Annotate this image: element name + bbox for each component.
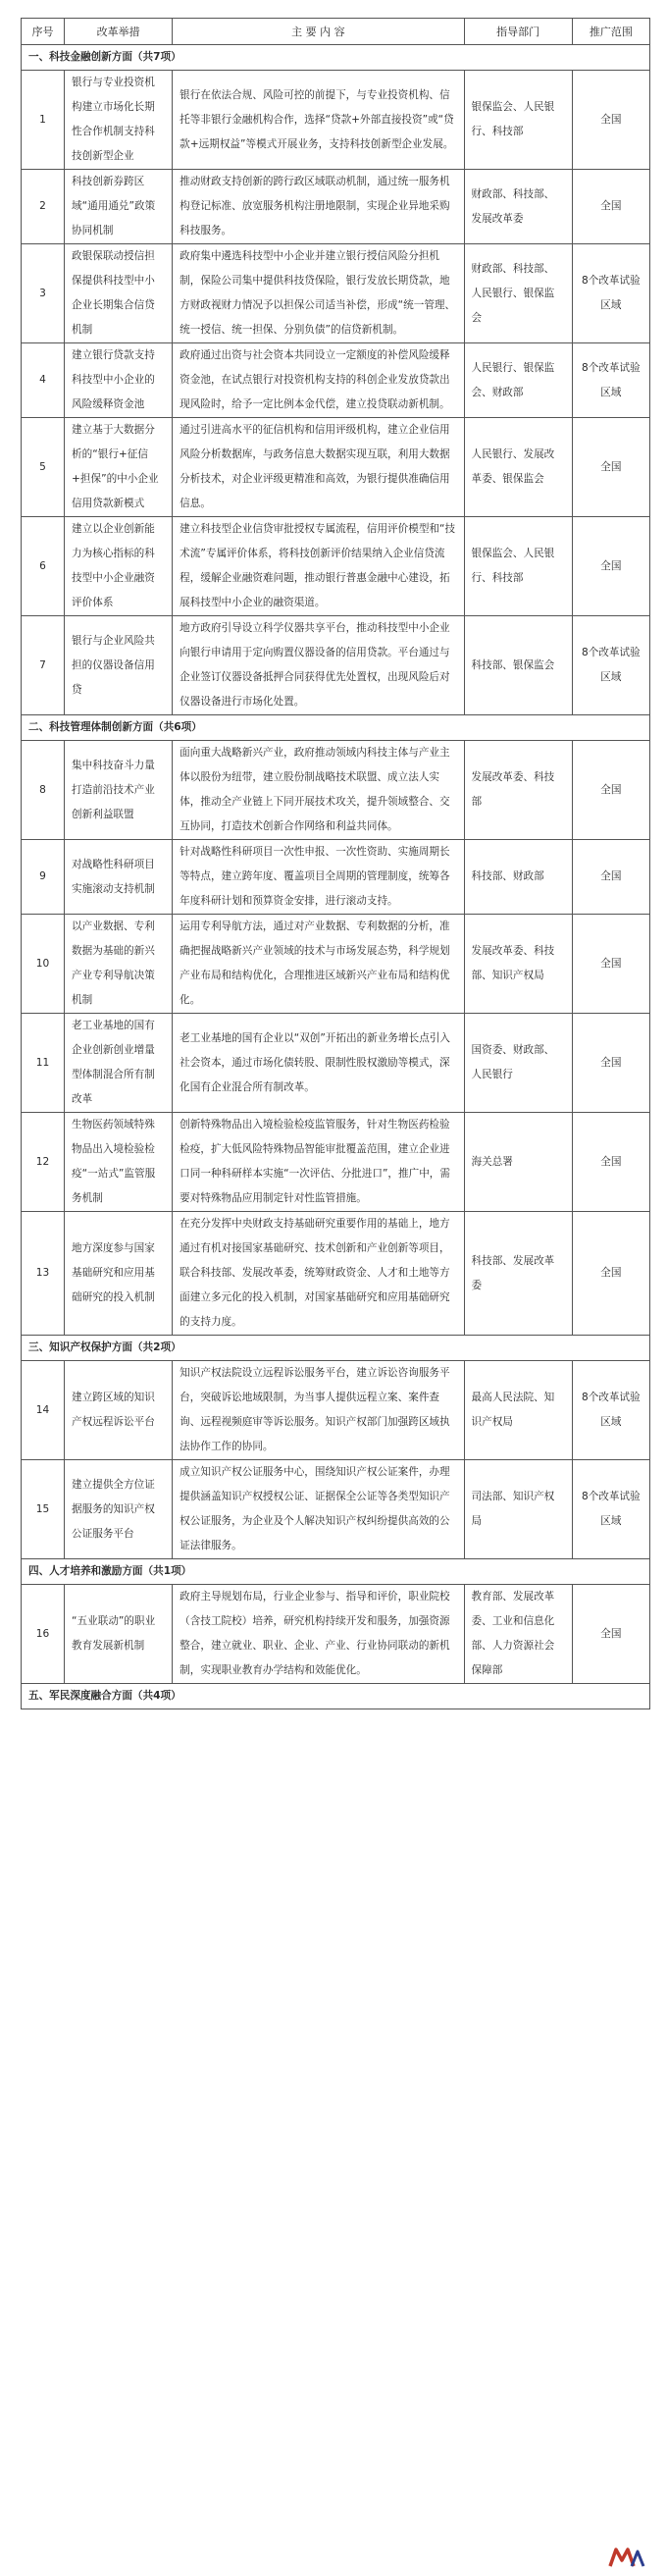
cell-dept: 司法部、知识产权局 [464,1460,572,1559]
cell-content: 面向重大战略新兴产业，政府推动领域内科技主体与产业主体以股份为纽带，建立股份制战略技术联盟、成立法人实体，推动全产业链上下同开展技术攻关，提升领域整合、交互协同，打造技术创新合作网络和利益共同体。 [173,741,464,840]
table-row [22,741,650,840]
table-row [22,170,650,244]
cell-dept: 最高人民法院、知识产权局 [464,1361,572,1460]
table-row [22,71,650,170]
table-row [22,1014,650,1113]
cell-measure: 建立银行贷款支持科技型中小企业的风险缓释资金池 [65,343,173,418]
cell-scope: 全国 [572,915,649,1014]
cell-measure: 老工业基地的国有企业创新创业增量型体制混合所有制改革 [65,1014,173,1113]
cell-dept: 财政部、科技部、发展改革委 [464,170,572,244]
cell-content: 成立知识产权公证服务中心，围绕知识产权公证案件，办理提供涵盖知识产权授权公证、证据保全公证等各类型知识产权公证服务，为企业及个人解决知识产权纠纷提供高效的公证法律服务。 [173,1460,464,1559]
cell-content: 在充分发挥中央财政支持基础研究重要作用的基础上，地方通过有机对接国家基础研究、技术创新和产业创新等项目，联合科技部、发展改革委，统筹财政资金、人才和土地等方面建立多元化的投入机制，对国家基础研究和应用基础研究的支持力度。 [173,1212,464,1336]
cell-dept: 人民银行、发展改革委、银保监会 [464,418,572,517]
section-title: 五、军民深度融合方面（共4项） [22,1684,650,1709]
header-no: 序号 [22,19,65,45]
cell-scope: 全国 [572,170,649,244]
cell-no: 3 [22,244,65,343]
cell-dept: 银保监会、人民银行、科技部 [464,71,572,170]
cell-scope: 全国 [572,517,649,616]
cell-dept: 科技部、银保监会 [464,616,572,715]
table-row [22,343,650,418]
cell-content: 创新特殊物品出入境检验检疫监管服务，针对生物医药检验检疫，扩大低风险特殊物品智能审批覆盖范围，建立企业进口同一种科研样本实施“一次评估、分批进口”，推广中，需要对特殊物品应用制定针对性监管措施。 [173,1113,464,1212]
cell-no: 11 [22,1014,65,1113]
header-row [22,19,650,45]
cell-measure: 科技创新券跨区域“通用通兑”政策协同机制 [65,170,173,244]
cell-content: 针对战略性科研项目一次性申报、一次性资助、实施周期长等特点，建立跨年度、覆盖项目全周期的管理制度，统筹各年度科研计划和预算资金安排，进行滚动支持。 [173,840,464,915]
cell-scope: 全国 [572,1212,649,1336]
section-row [22,1336,650,1361]
cell-content: 推动财政支持创新的跨行政区域联动机制，通过统一服务机构登记标准、放宽服务机构注册地限制，实现企业异地采购科技服务。 [173,170,464,244]
cell-measure: 建立基于大数据分析的“银行+征信+担保”的中小企业信用贷款新模式 [65,418,173,517]
cell-scope: 全国 [572,1585,649,1684]
section-row [22,715,650,741]
cell-scope: 8个改革试验区域 [572,616,649,715]
table-row [22,517,650,616]
cell-no: 5 [22,418,65,517]
cell-measure: “五业联动”的职业教育发展新机制 [65,1585,173,1684]
header-content: 主 要 内 容 [173,19,464,45]
cell-content: 银行在依法合规、风险可控的前提下，与专业投资机构、信托等非银行金融机构合作，选择“贷款+外部直接投资”或“贷款+远期权益”等模式开展业务，支持科技创新型企业发展。 [173,71,464,170]
cell-content: 知识产权法院设立远程诉讼服务平台，建立诉讼咨询服务平台，突破诉讼地域限制，为当事人提供远程立案、案件查询、远程视频庭审等诉讼服务。知识产权部门加强跨区域执法协作工作的协同。 [173,1361,464,1460]
cell-scope: 8个改革试验区域 [572,244,649,343]
table-row [22,915,650,1014]
section-title: 三、知识产权保护方面（共2项） [22,1336,650,1361]
cell-dept: 人民银行、银保监会、财政部 [464,343,572,418]
section-row [22,1559,650,1585]
cell-content: 政府通过出资与社会资本共同设立一定额度的补偿风险缓释资金池，在试点银行对投资机构支持的科创企业发放贷款出现风险时，给予一定比例本金代偿，建立投贷联动新机制。 [173,343,464,418]
cell-dept: 发展改革委、科技部、知识产权局 [464,915,572,1014]
cell-measure: 对战略性科研项目实施滚动支持机制 [65,840,173,915]
table-row [22,1585,650,1684]
table-row [22,418,650,517]
cell-no: 12 [22,1113,65,1212]
cell-no: 1 [22,71,65,170]
cell-dept: 发展改革委、科技部 [464,741,572,840]
cell-measure: 政银保联动授信担保提供科技型中小企业长期集合信贷机制 [65,244,173,343]
brand-logo-icon [608,2547,645,2568]
header-scope: 推广范围 [572,19,649,45]
cell-content: 通过引进高水平的征信机构和信用评级机构，建立企业信用风险分析数据库，与政务信息大数据实现互联，利用大数据分析技术，对企业评级更精准和高效，为银行提供准确信用信息。 [173,418,464,517]
cell-measure: 银行与专业投资机构建立市场化长期性合作机制支持科技创新型企业 [65,71,173,170]
section-row [22,45,650,71]
cell-measure: 建立跨区域的知识产权远程诉讼平台 [65,1361,173,1460]
cell-dept: 科技部、财政部 [464,840,572,915]
cell-no: 6 [22,517,65,616]
cell-dept: 海关总署 [464,1113,572,1212]
reform-measures-table [21,18,650,1709]
cell-no: 15 [22,1460,65,1559]
cell-measure: 生物医药领域特殊物品出入境检验检疫“一站式”监管服务机制 [65,1113,173,1212]
table-row [22,1212,650,1336]
cell-content: 老工业基地的国有企业以“双创”开拓出的新业务增长点引入社会资本，通过市场化债转股、限制性股权激励等模式，深化国有企业混合所有制改革。 [173,1014,464,1113]
cell-dept: 财政部、科技部、人民银行、银保监会 [464,244,572,343]
table-row [22,1361,650,1460]
cell-dept: 国资委、财政部、人民银行 [464,1014,572,1113]
section-title: 二、科技管理体制创新方面（共6项） [22,715,650,741]
cell-measure: 建立提供全方位证据服务的知识产权公证服务平台 [65,1460,173,1559]
cell-no: 13 [22,1212,65,1336]
table-body [22,45,650,1709]
cell-content: 运用专利导航方法，通过对产业数据、专利数据的分析，准确把握战略新兴产业领域的技术与市场发展态势，科学规划产业布局和结构优化，合理推进区域新兴产业布局和结构优化。 [173,915,464,1014]
table-row [22,1460,650,1559]
cell-no: 2 [22,170,65,244]
cell-dept: 银保监会、人民银行、科技部 [464,517,572,616]
cell-scope: 全国 [572,418,649,517]
header-measure: 改革举措 [65,19,173,45]
cell-scope: 全国 [572,1113,649,1212]
cell-no: 8 [22,741,65,840]
cell-content: 地方政府引导设立科学仪器共享平台，推动科技型中小企业向银行申请用于定向购置仪器设备的信用贷款。平台通过与企业签订仪器设备抵押合同获得优先处置权，出现风险后对仪器设备进行市场化处置。 [173,616,464,715]
cell-scope: 8个改革试验区域 [572,343,649,418]
cell-dept: 教育部、发展改革委、工业和信息化部、人力资源社会保障部 [464,1585,572,1684]
cell-no: 14 [22,1361,65,1460]
cell-scope: 全国 [572,741,649,840]
table-row [22,244,650,343]
cell-no: 4 [22,343,65,418]
section-row [22,1684,650,1709]
cell-content: 政府主导规划布局，行业企业参与、指导和评价，职业院校（含技工院校）培养，研究机构持续开发和服务，加强资源整合，建立就业、职业、企业、产业、行业协同联动的新机制，实现职业教育办学结构和效能优化。 [173,1585,464,1684]
cell-measure: 集中科技奋斗力量打造前沿技术产业创新利益联盟 [65,741,173,840]
cell-scope: 全国 [572,71,649,170]
cell-scope: 8个改革试验区域 [572,1361,649,1460]
cell-no: 7 [22,616,65,715]
cell-measure: 地方深度参与国家基础研究和应用基础研究的投入机制 [65,1212,173,1336]
cell-measure: 建立以企业创新能力为核心指标的科技型中小企业融资评价体系 [65,517,173,616]
cell-scope: 8个改革试验区域 [572,1460,649,1559]
cell-scope: 全国 [572,1014,649,1113]
section-title: 一、科技金融创新方面（共7项） [22,45,650,71]
cell-no: 10 [22,915,65,1014]
header-dept: 指导部门 [464,19,572,45]
cell-dept: 科技部、发展改革委 [464,1212,572,1336]
cell-no: 9 [22,840,65,915]
section-title: 四、人才培养和激励方面（共1项） [22,1559,650,1585]
table-row [22,1113,650,1212]
table-row [22,840,650,915]
cell-measure: 以产业数据、专利数据为基础的新兴产业专利导航决策机制 [65,915,173,1014]
cell-content: 政府集中遴选科技型中小企业并建立银行授信风险分担机制，保险公司集中提供科技贷保险，银行发放长期贷款，地方财政视财力情况予以担保公司适当补偿，形成“统一管理、统一授信、统一担保、分别负债”的信贷新机制。 [173,244,464,343]
cell-content: 建立科技型企业信贷审批授权专属流程，信用评价模型和“技术流”专属评价体系，将科技创新评价结果纳入企业信贷流程，缓解企业融资难问题，推动银行普惠金融中心建设，拓展科技型中小企业的融资渠道。 [173,517,464,616]
cell-scope: 全国 [572,840,649,915]
cell-no: 16 [22,1585,65,1684]
cell-measure: 银行与企业风险共担的仪器设备信用贷 [65,616,173,715]
table-row [22,616,650,715]
